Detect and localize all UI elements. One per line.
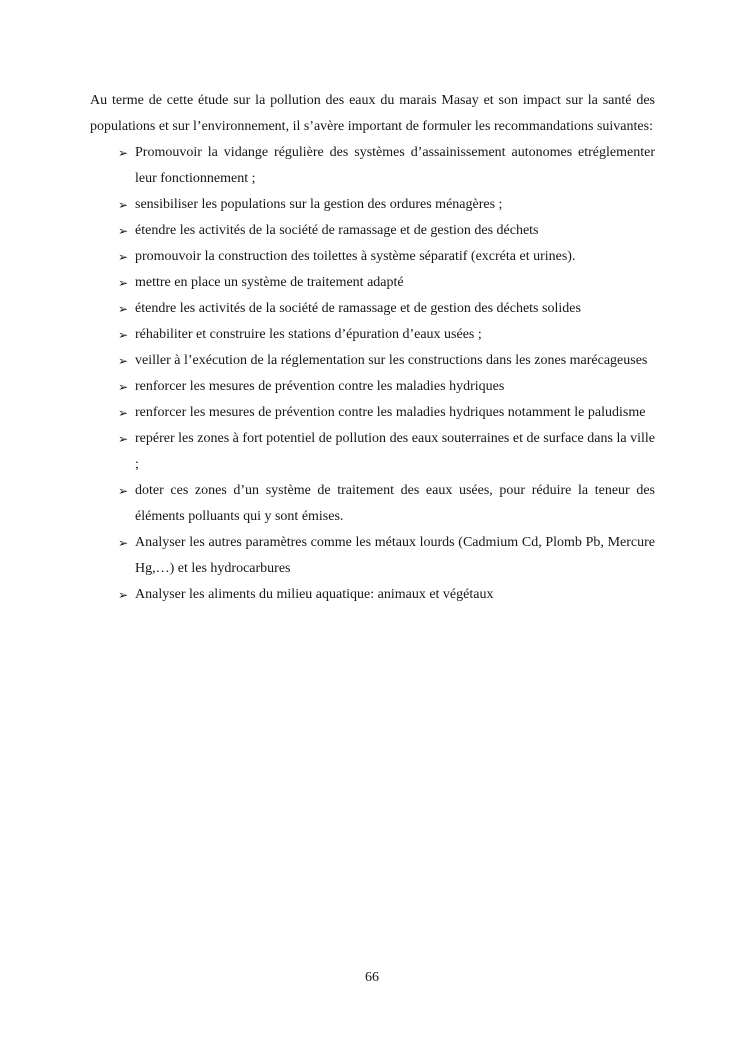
list-item-text: promouvoir la construction des toilettes à système séparatif (excréta et urines). xyxy=(135,249,576,264)
intro-paragraph: Au terme de cette étude sur la pollution des eaux du marais Masay et son impact sur la santé des populations et sur l’environnement, il s’avère important de formuler les recommandations suivantes: xyxy=(90,93,655,134)
list-item xyxy=(118,530,655,582)
recommendations-list xyxy=(90,140,655,608)
arrow-bullet-icon: ➢ xyxy=(118,250,129,264)
arrow-bullet-icon: ➢ xyxy=(118,536,129,550)
list-item xyxy=(118,322,655,348)
arrow-bullet-icon: ➢ xyxy=(118,484,129,498)
arrow-bullet-icon: ➢ xyxy=(118,224,129,238)
list-item-text: renforcer les mesures de prévention contre les maladies hydriques notamment le paludisme xyxy=(135,405,646,420)
list-item-text: sensibiliser les populations sur la gestion des ordures ménagères ; xyxy=(135,197,503,212)
list-item-text: Analyser les autres paramètres comme les métaux lourds (Cadmium Cd, Plomb Pb, Mercure Hg,…) et les hydrocarbures xyxy=(135,535,655,576)
list-item-text: réhabiliter et construire les stations d’épuration d’eaux usées ; xyxy=(135,327,482,342)
arrow-bullet-icon: ➢ xyxy=(118,432,129,446)
list-item-text: renforcer les mesures de prévention contre les maladies hydriques xyxy=(135,379,505,394)
arrow-bullet-icon: ➢ xyxy=(118,354,129,368)
list-item-text: Analyser les aliments du milieu aquatique: animaux et végétaux xyxy=(135,587,494,602)
list-item-text: étendre les activités de la société de ramassage et de gestion des déchets solides xyxy=(135,301,581,316)
list-item-text: mettre en place un système de traitement adapté xyxy=(135,275,404,290)
list-item xyxy=(118,218,655,244)
list-item xyxy=(118,478,655,530)
list-item xyxy=(118,426,655,478)
arrow-bullet-icon: ➢ xyxy=(118,588,129,602)
arrow-bullet-icon: ➢ xyxy=(118,198,129,212)
list-item xyxy=(118,400,655,426)
list-item xyxy=(118,374,655,400)
list-item-text: Promouvoir la vidange régulière des systèmes d’assainissement autonomes etréglementer leur fonctionnement ; xyxy=(135,145,655,186)
arrow-bullet-icon: ➢ xyxy=(118,302,129,316)
list-item-text: étendre les activités de la société de ramassage et de gestion des déchets xyxy=(135,223,539,238)
arrow-bullet-icon: ➢ xyxy=(118,380,129,394)
list-item xyxy=(118,270,655,296)
arrow-bullet-icon: ➢ xyxy=(118,146,129,160)
list-item xyxy=(118,192,655,218)
list-item xyxy=(118,244,655,270)
list-item-text: doter ces zones d’un système de traitement des eaux usées, pour réduire la teneur des éléments polluants qui y sont émises. xyxy=(135,483,655,524)
page-number: 66 xyxy=(365,970,379,985)
list-item-text: veiller à l’exécution de la réglementation sur les constructions dans les zones marécageuses xyxy=(135,353,648,368)
list-item xyxy=(118,296,655,322)
list-item xyxy=(118,348,655,374)
arrow-bullet-icon: ➢ xyxy=(118,276,129,290)
list-item xyxy=(118,140,655,192)
list-item-text: repérer les zones à fort potentiel de pollution des eaux souterraines et de surface dans la ville ; xyxy=(135,431,655,472)
arrow-bullet-icon: ➢ xyxy=(118,328,129,342)
arrow-bullet-icon: ➢ xyxy=(118,406,129,420)
list-item xyxy=(118,582,655,608)
